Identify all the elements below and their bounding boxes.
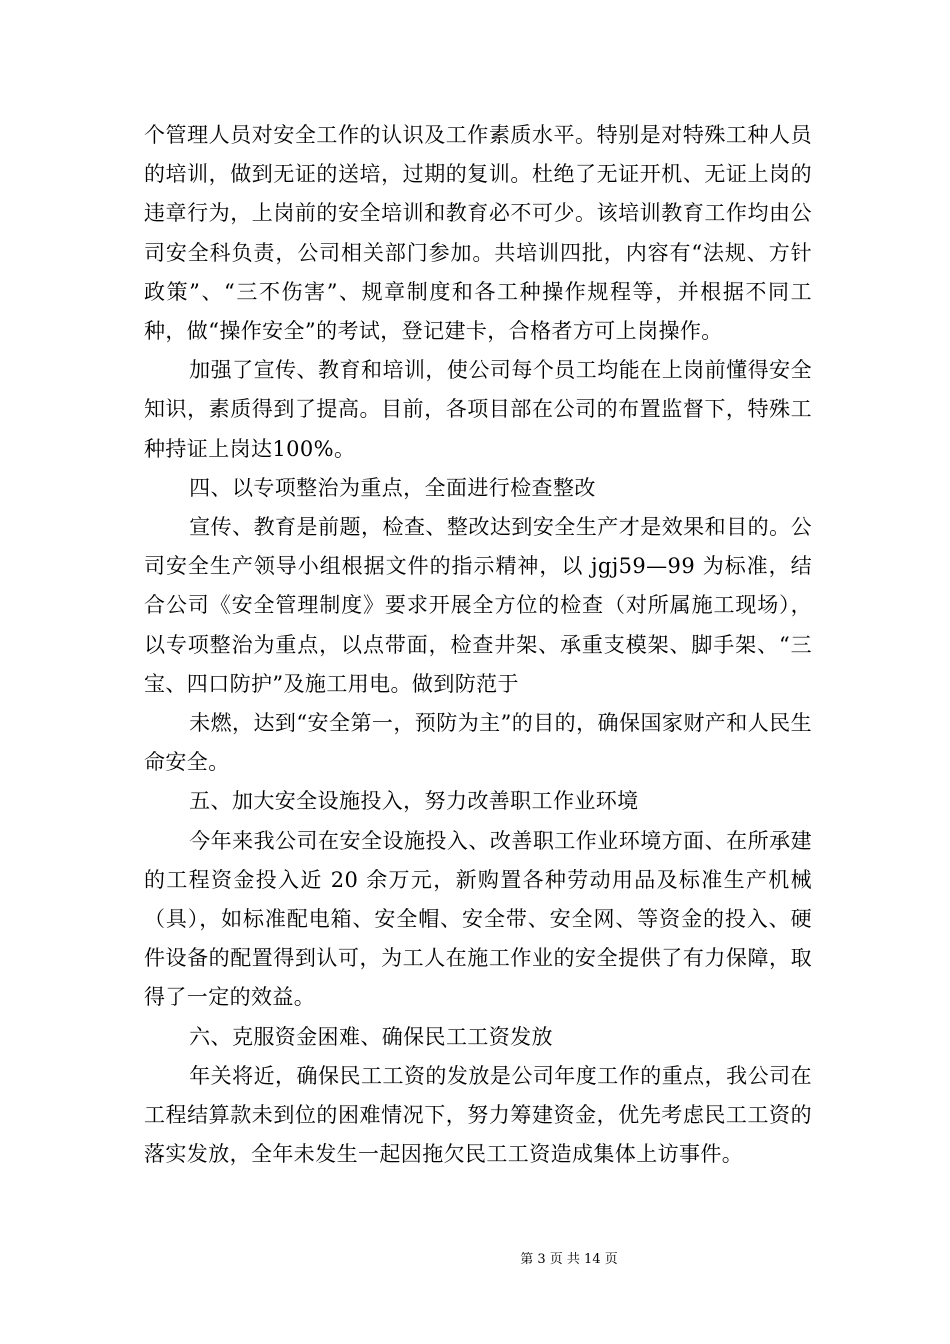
page-number-footer: 第 3 页 共 14 页: [520, 1252, 618, 1267]
paragraph-training-continued: 个管理人员对安全工作的认识及工作素质水平。特别是对特殊工种人员的培训，做到无证的送培，过期的复训。杜绝了无证开机、无证上岗的违章行为，上岗前的安全培训和教育必不可少。该培训教育工作均由公司安全科负责，公司相关部门参加。共培训四批，内容有“法规、方针政策”、“三不伤害”、规章制度和各工种操作规程等，并根据不同工种，做“操作安全”的考试，登记建卡，合格者方可上岗操作。: [144, 123, 812, 344]
paragraph-education: 加强了宣传、教育和培训，使公司每个员工均能在上岗前懂得安全知识，素质得到了提高。目前，各项目部在公司的布置监督下，特殊工种持证上岗达100%。: [144, 358, 812, 461]
paragraph-wages: 年关将近，确保民工工资的发放是公司年度工作的重点，我公司在工程结算款未到位的困难情况下，努力筹建资金，优先考虑民工工资的落实发放，全年未发生一起因拖欠民工工资造成集体上访事件。: [144, 1063, 812, 1167]
paragraph-prevention: 未燃，达到“安全第一，预防为主”的目的，确保国家财产和人民生命安全。: [144, 711, 812, 775]
section-heading-6: 六、克服资金困难、确保民工工资发放: [189, 1024, 553, 1049]
paragraph-investment: 今年来我公司在安全设施投入、改善职工作业环境方面、在所承建的工程资金投入近 20 余万元，新购置各种劳动用品及标准生产机械（具），如标准配电箱、安全帽、安全带、安全网、等资金的投入、硬件设备的配置得到认可，为工人在施工作业的安全提供了有力保障，取得了一定的效益。: [144, 828, 812, 1010]
paragraph-inspection: 宣传、教育是前题，检查、整改达到安全生产才是效果和目的。公司安全生产领导小组根据文件的指示精神，以 jgj59—99 为标准，结合公司《安全管理制度》要求开展全方位的检查（对所属施工现场），以专项整治为重点，以点带面，检查井架、承重支模架、脚手架、“三宝、四口防护”及施工用电。做到防范于: [144, 515, 812, 696]
section-heading-4: 四、以专项整治为重点，全面进行检查整改: [189, 475, 596, 500]
document-body: [144, 116, 812, 1174]
section-heading-5: 五、加大安全设施投入，努力改善职工作业环境: [189, 789, 639, 814]
